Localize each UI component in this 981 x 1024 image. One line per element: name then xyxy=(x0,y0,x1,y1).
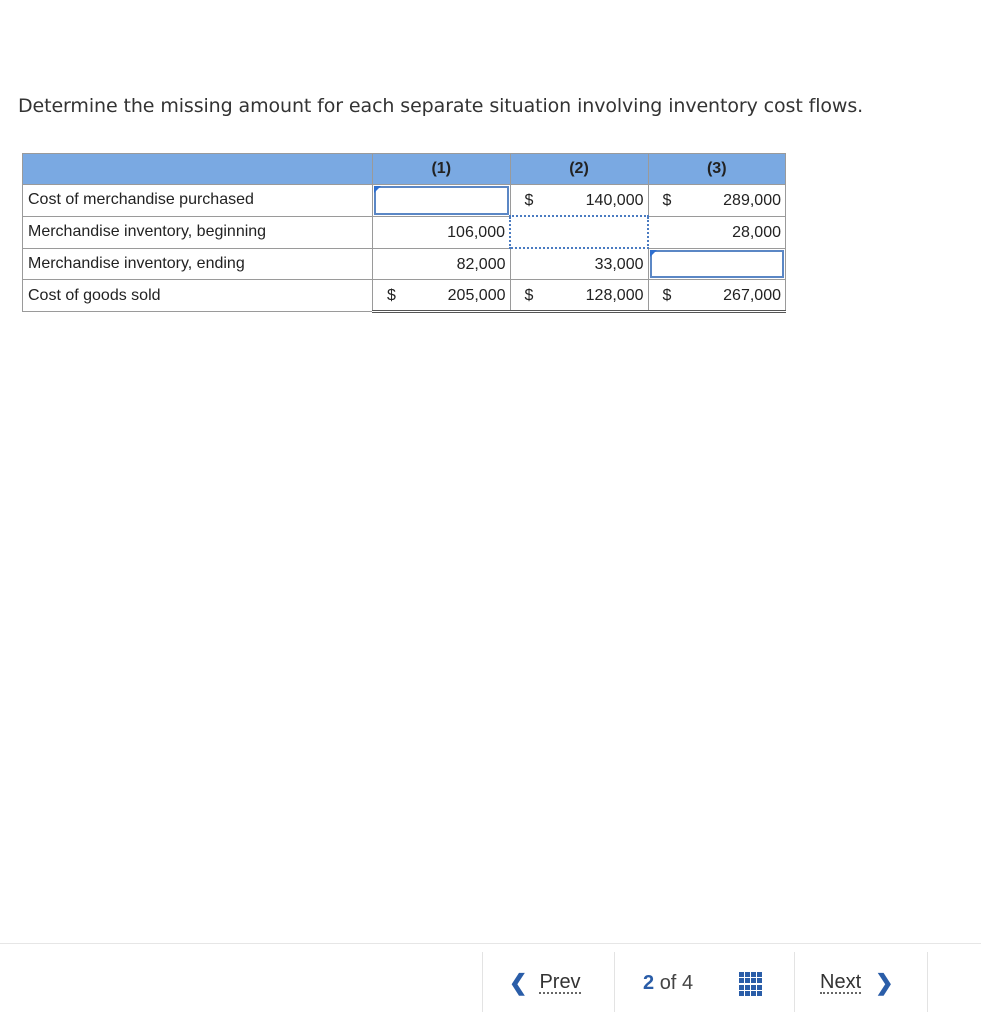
inventory-table xyxy=(22,153,786,313)
amount: 205,000 xyxy=(447,287,506,304)
footer-divider xyxy=(0,943,981,944)
cell-1 xyxy=(373,216,511,248)
dollar-sign: $ xyxy=(387,287,396,304)
amount: 128,000 xyxy=(585,287,644,304)
page-current: 2 xyxy=(643,972,655,994)
table-row xyxy=(23,216,786,248)
dollar-sign: $ xyxy=(662,192,672,209)
footer-separator xyxy=(794,952,795,1012)
row-label: Cost of merchandise purchased xyxy=(23,185,373,217)
input-flag-icon xyxy=(374,186,381,193)
header-blank xyxy=(23,154,373,185)
page-total: 4 xyxy=(681,972,694,994)
cell-2 xyxy=(510,185,648,217)
cell-1 xyxy=(373,248,511,280)
amount: 106,000 xyxy=(447,223,505,241)
page-indicator xyxy=(643,972,693,995)
table-row xyxy=(23,248,786,280)
chevron-left-icon: ❮ xyxy=(509,970,528,995)
cell-2-missing xyxy=(510,216,648,248)
prev-label: Prev xyxy=(539,971,581,993)
cell-3 xyxy=(648,280,786,312)
question-text: Determine the missing amount for each separate situation involving inventory cost flows. xyxy=(18,95,864,117)
next-label: Next xyxy=(820,971,862,993)
grid-menu-icon[interactable] xyxy=(739,972,763,996)
cell-3 xyxy=(648,216,786,248)
amount: 267,000 xyxy=(723,287,781,304)
dollar-sign: $ xyxy=(662,287,672,304)
dollar-sign: $ xyxy=(524,192,534,209)
chevron-right-icon: ❯ xyxy=(875,970,894,995)
row-label: Cost of goods sold xyxy=(23,280,373,312)
cell-2 xyxy=(510,280,648,312)
cell-3 xyxy=(648,185,786,217)
prev-button[interactable] xyxy=(509,970,581,996)
next-button[interactable] xyxy=(820,970,894,996)
row-label: Merchandise inventory, ending xyxy=(23,248,373,280)
table-row xyxy=(23,280,786,312)
table-row xyxy=(23,185,786,217)
amount: 82,000 xyxy=(456,255,506,273)
footer-separator xyxy=(927,952,928,1012)
amount: 289,000 xyxy=(723,192,781,209)
header-col-1: (1) xyxy=(373,154,511,185)
cell-1[interactable] xyxy=(373,185,511,217)
answer-input-purchased-1[interactable] xyxy=(374,186,509,215)
dollar-sign: $ xyxy=(524,287,534,304)
page-of: of xyxy=(659,972,677,994)
cell-3[interactable] xyxy=(648,248,786,280)
header-col-3: (3) xyxy=(648,154,786,185)
footer-separator xyxy=(482,952,483,1012)
table-header-row xyxy=(23,154,786,185)
amount: 33,000 xyxy=(594,256,644,273)
row-label: Merchandise inventory, beginning xyxy=(23,216,373,248)
cell-1 xyxy=(373,280,511,312)
input-flag-icon xyxy=(650,250,657,257)
amount: 140,000 xyxy=(585,192,644,209)
header-col-2: (2) xyxy=(510,154,648,185)
cell-2 xyxy=(510,248,648,280)
answer-input-ending-3[interactable] xyxy=(650,250,785,279)
footer-separator xyxy=(614,952,615,1012)
amount: 28,000 xyxy=(732,223,781,241)
